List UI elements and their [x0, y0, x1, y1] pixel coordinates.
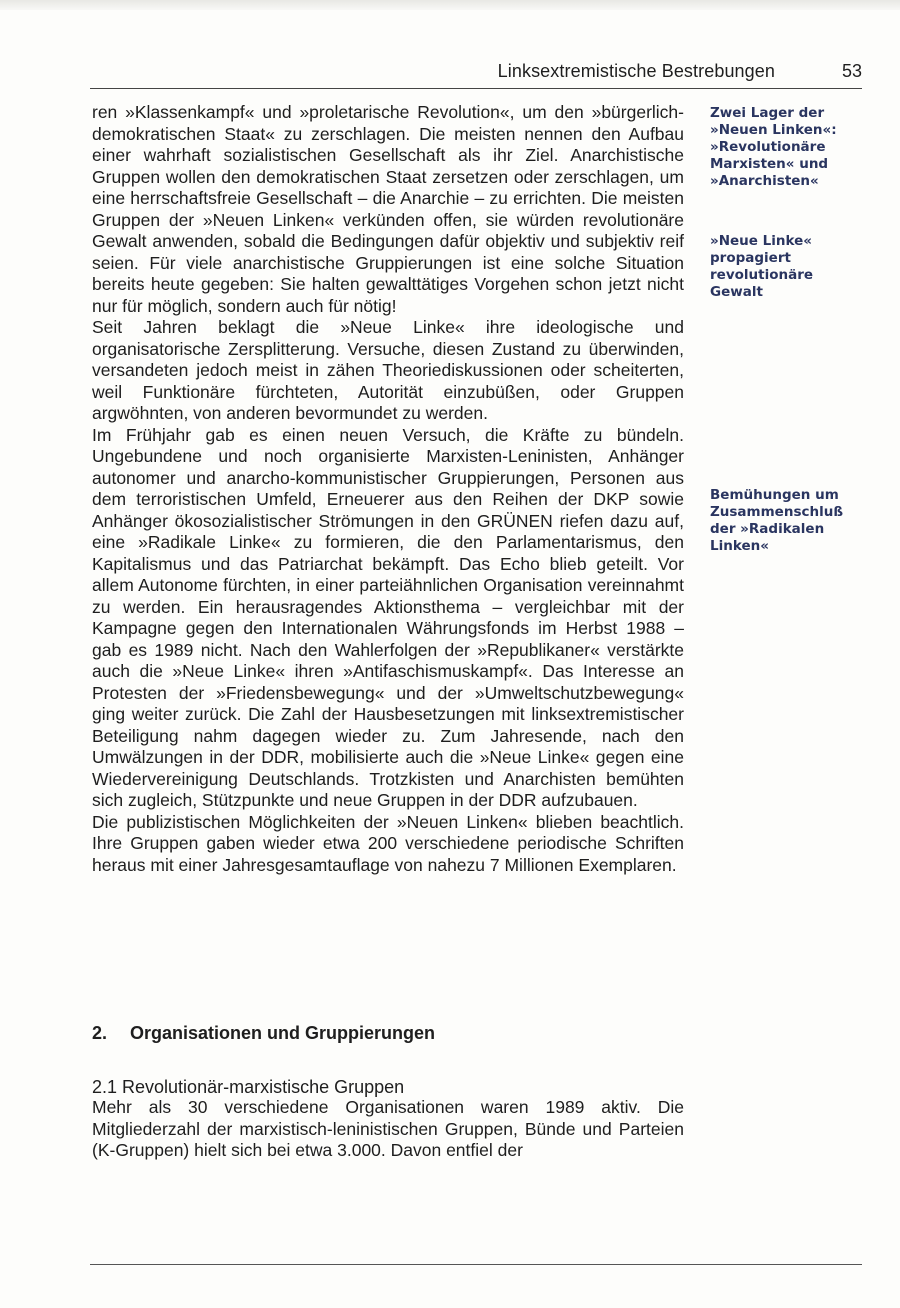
page-number: 53 [841, 61, 862, 81]
paragraph: Die publizistischen Möglichkeiten der »Neuen Linken« blieben beachtlich. Ihre Gruppen gaben wieder etwa 200 verschiedene periodische Schriften heraus mit einer Jahresgesamtauflage von nahezu 7 Millionen Exemplaren. [92, 811, 684, 875]
paragraph: ren »Klassenkampf« und »proletarische Revolution«, um den »bürgerlich-demokratischen Staat« zu zerschlagen. Die meisten nennen den Aufbau einer wahrhaft sozialistischen Gesellschaft als ihr Ziel. Anarchistische Gruppen wollen den demokratischen Staat zersetzen oder zerschlagen, um eine herrschaftsfreie Gesellschaft – die Anarchie – zu errichten. Die meisten Gruppen der »Neuen Linken« verkünden offen, sie würden revolutionäre Gewalt anwenden, sobald die Bedingungen dafür objektiv und subjektiv reif seien. Für viele anarchistische Gruppierungen ist eine solche Situation bereits heute gegeben: Sie halten gewalttätiges Vorgehen schon jetzt nicht nur für möglich, sondern auch für nötig! [92, 102, 684, 316]
main-text-column [92, 102, 684, 876]
paragraph: Seit Jahren beklagt die »Neue Linke« ihre ideologische und organisatorische Zersplitterung. Versuche, diesen Zustand zu überwinden, versandeten jedoch meist in zähen Theoriediskussionen oder scheiterten, weil Funktionäre fürchteten, Autorität einzubüßen, oder Gruppen argwöhnten, von anderen bevormundet zu werden. [92, 317, 684, 423]
section-heading [92, 1022, 684, 1044]
paragraph: Im Frühjahr gab es einen neuen Versuch, die Kräfte zu bündeln. Ungebundene und noch organisierte Marxisten-Leninisten, Anhänger autonomer und anarcho-kommunistischer Gruppierungen, Personen aus dem terroristischen Umfeld, Erneuerer aus den Reihen der DKP sowie Anhänger ökosozialistischer Strömungen in den GRÜNEN riefen dazu auf, eine »Radikale Linke« zu formieren, die den Parlamentarismus, den Kapitalismus und das Patriarchat bekämpft. Das Echo blieb geteilt. Vor allem Autonome fürchten, in einer parteiähnlichen Organisation vereinnahmt zu werden. Ein herausragendes Aktionsthema – vergleichbar mit der Kampagne gegen den Internationalen Währungsfonds im Herbst 1988 – gab es 1989 nicht. Nach den Wahlerfolgen der »Republikaner« verstärkte auch die »Neue Linke« ihren »Antifaschismuskampf«. Das Interesse an Protesten der »Friedensbewegung« und der »Umweltschutzbewegung« ging weiter zurück. Die Zahl der Hausbesetzungen mit linksextremistischer Beteiligung nahm dagegen wieder zu. Zum Jahresende, nach den Umwälzungen in der DDR, mobilisierte auch die »Neue Linke« gegen eine Wiedervereinigung Deutschlands. Trotzkisten und Anarchisten bemühten sich zugleich, Stützpunkte und neue Gruppen in der DDR aufzubauen. [92, 424, 684, 810]
section-title: Organisationen und Gruppierungen [130, 1023, 436, 1043]
scan-top-edge [0, 0, 900, 10]
margin-note: Bemühungen um Zusammenschluß der »Radikalen Linken« [710, 487, 844, 554]
margin-note: Zwei Lager der »Neuen Linken«: »Revolutionäre Marxisten« und »Anarchisten« [710, 105, 837, 189]
subsection-paragraph: Mehr als 30 verschiedene Organisationen waren 1989 aktiv. Die Mitgliederzahl der marxistisch-leninistischen Gruppen, Bünde und Parteien (K-Gruppen) hielt sich bei etwa 3.000. Davon entfiel der [92, 1097, 684, 1160]
section-number: 2. [92, 1023, 108, 1043]
subsection-heading: 2.1 Revolutionär-marxistische Gruppen [92, 1077, 405, 1097]
running-header [90, 60, 862, 90]
margin-note: »Neue Linke« propagiert revolutionäre Gewalt [710, 233, 814, 300]
header-rule [90, 88, 862, 89]
footer-rule [90, 1264, 862, 1265]
header-title: Linksextremistische Bestrebungen [497, 61, 775, 81]
